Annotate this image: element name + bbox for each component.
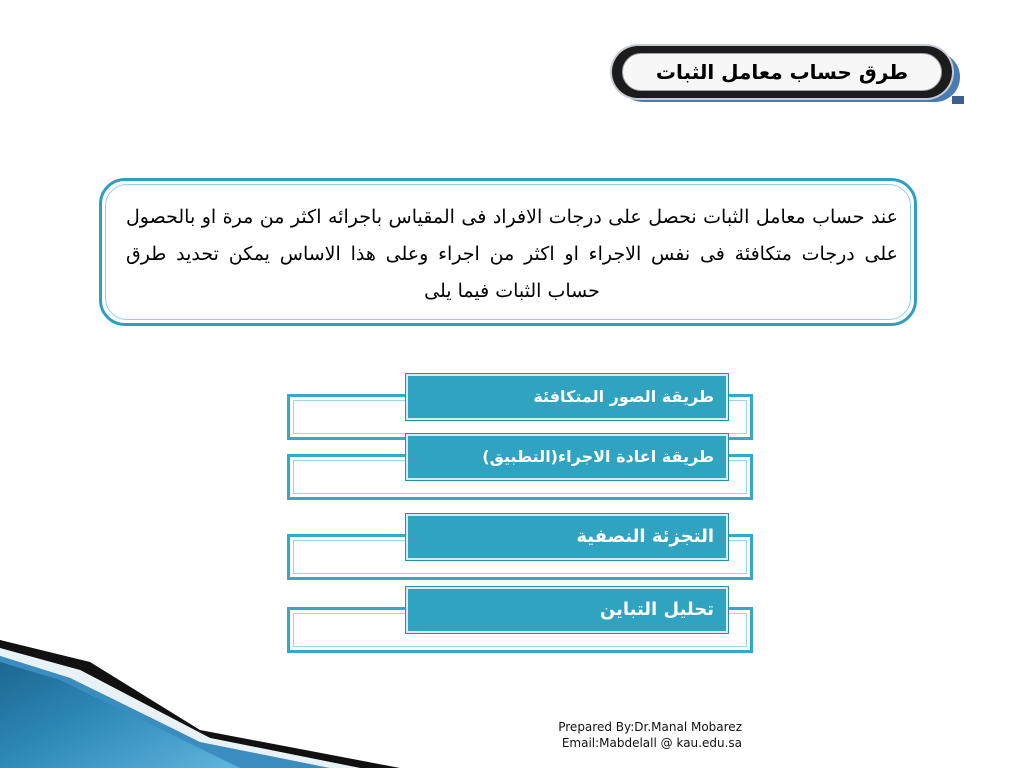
- intro-text-box: [99, 178, 917, 326]
- method-label: تحليل التباين: [406, 587, 728, 633]
- method-item-split-half: [287, 514, 753, 582]
- title-band-corner: [952, 96, 964, 104]
- method-label: طريقة الصور المتكافئة: [406, 374, 728, 420]
- method-label: طريقة اعادة الاجراء(التطبيق): [406, 434, 728, 480]
- title-pill: [612, 46, 952, 98]
- intro-paragraph: عند حساب معامل الثبات نحصل على درجات الافراد فى المقياس باجرائه اكثر من مرة او بالحصول على درجات متكافئة فى نفس الاجراء او اكثر من اجراء وعلى هذا الاساس يمكن تحديد طرق حساب الثبات فيما يلى: [126, 206, 898, 302]
- page-title: طرق حساب معامل الثبات: [622, 53, 942, 91]
- slide-title-banner: [612, 44, 968, 106]
- footer-credits: [520, 719, 742, 751]
- method-item-equivalent-forms: [287, 374, 753, 442]
- corner-decoration: [0, 640, 400, 768]
- footer-email: Email:Mabdelall @ kau.edu.sa: [561, 736, 742, 750]
- method-item-test-retest: [287, 434, 753, 502]
- footer-prepared-by: Prepared By:Dr.Manal Mobarez: [558, 720, 742, 734]
- method-label: التجزئة النصفية: [406, 514, 728, 560]
